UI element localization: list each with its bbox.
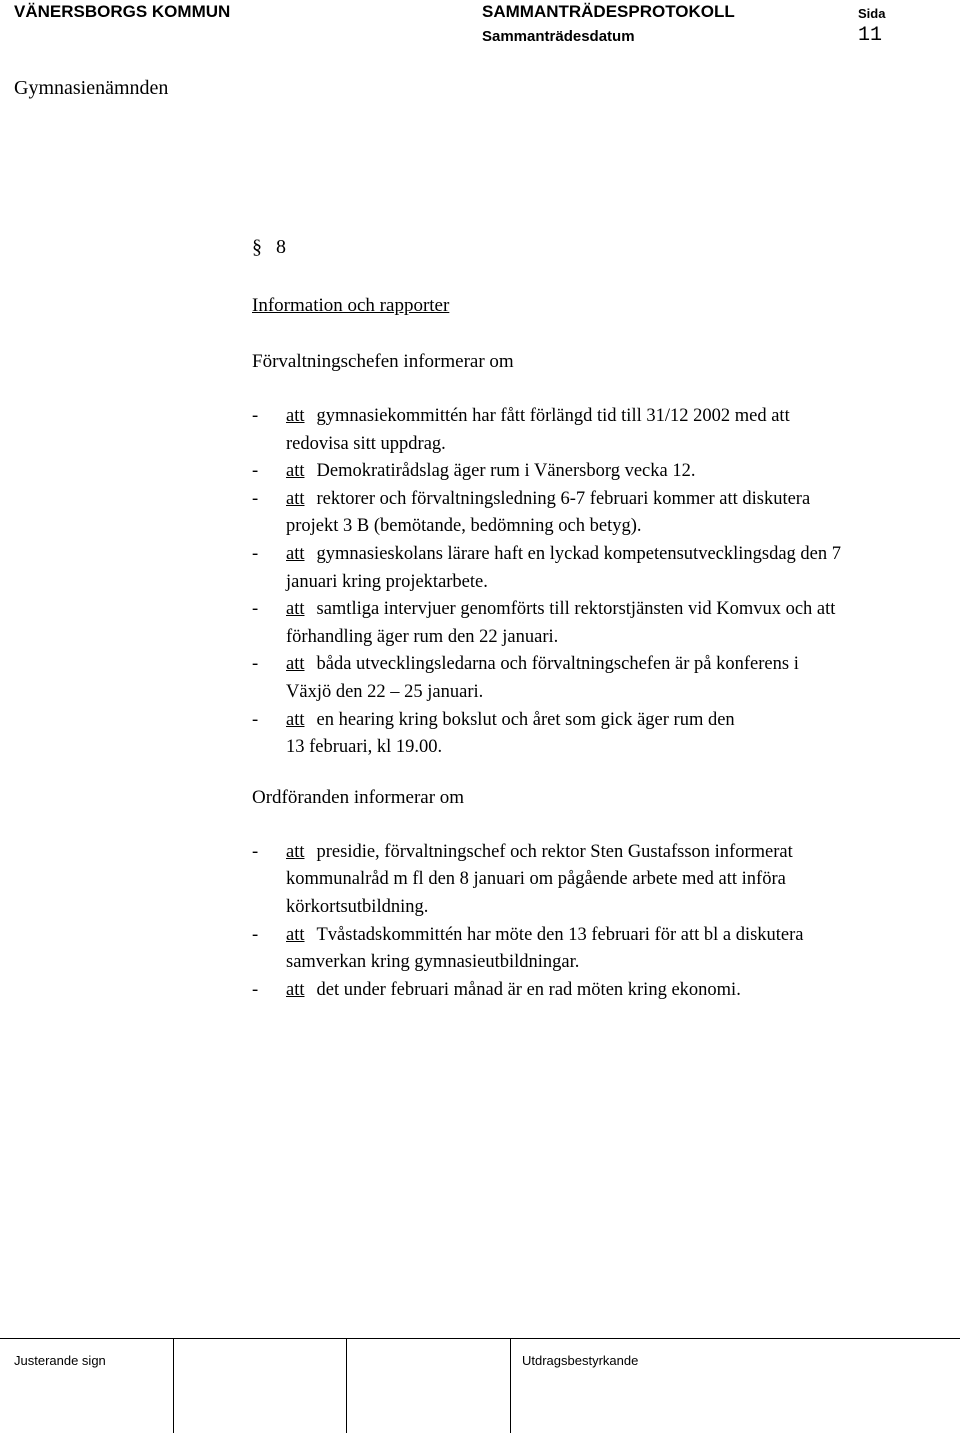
list-item-line-text: körkortsutbildning.: [286, 896, 429, 917]
list-item-line: [286, 569, 952, 597]
section-number-value: 8: [276, 236, 286, 258]
list-item-line: [286, 977, 952, 1005]
list-item-line-text: redovisa sitt uppdrag.: [286, 433, 446, 454]
list-item-text: [286, 596, 952, 651]
list-dash: -: [252, 406, 259, 426]
att-keyword: att: [286, 709, 305, 730]
list-item: [252, 651, 952, 706]
list-item-line: [286, 707, 952, 735]
list-item-line: [286, 651, 952, 679]
att-keyword: att: [286, 543, 305, 564]
att-keyword: att: [286, 461, 305, 482]
att-keyword: att: [286, 599, 305, 620]
meeting-date-label: Sammanträdesdatum: [482, 28, 635, 45]
list-item-text: [286, 707, 952, 762]
list-item-line-text: kommunalråd m fl den 8 januari om pågående arbete med att införa: [286, 869, 786, 890]
list-item: [252, 486, 952, 541]
list-item-line: [286, 431, 952, 459]
page-label: Sida: [858, 6, 886, 21]
list-item: [252, 458, 952, 486]
document-type: SAMMANTRÄDESPROTOKOLL: [482, 2, 735, 21]
page-number: 11: [858, 24, 883, 47]
footer-justerande-sign: Justerande sign: [14, 1353, 106, 1368]
list-item-line-text: 13 februari, kl 19.00.: [286, 737, 443, 758]
footer-utdragsbestyrkande: Utdragsbestyrkande: [522, 1353, 639, 1368]
list-item-line-text: det under februari månad är en rad möten kring ekonomi.: [316, 979, 741, 1000]
list-item-line: [286, 458, 952, 486]
list-item-line-text: Tvåstadskommittén har möte den 13 februari för att bl a diskutera: [316, 924, 804, 945]
list-item-text: [286, 922, 952, 977]
footer-divider: [0, 1338, 960, 1339]
list-dash: -: [252, 543, 259, 564]
footer-column-divider: [510, 1338, 511, 1433]
list-item: [252, 977, 952, 1005]
list-item-line-text: en hearing kring bokslut och året som gick äger rum den: [316, 709, 735, 730]
list-dash: -: [252, 979, 259, 1000]
list-item-line: [286, 403, 952, 431]
list-item-line: [286, 679, 952, 707]
list-item-line: [286, 486, 952, 514]
list-item: [252, 541, 952, 596]
list-item-text: [286, 651, 952, 706]
list-item-line: [286, 894, 952, 922]
list-dash: -: [252, 654, 259, 675]
list-item-line: [286, 734, 952, 762]
paragraph-symbol: §: [252, 236, 262, 258]
list-item-line: [286, 624, 952, 652]
list-item-line: [286, 513, 952, 541]
att-keyword: att: [286, 924, 305, 945]
att-keyword: att: [286, 841, 305, 862]
footer-column-divider: [346, 1338, 347, 1433]
list-item-line-text: projekt 3 B (bemötande, bedömning och betyg).: [286, 516, 642, 537]
list-dash: -: [252, 841, 259, 862]
chair-info-list: [252, 839, 952, 1005]
list-item-text: [286, 839, 952, 922]
list-item-line: [286, 541, 952, 569]
list-item-text: [286, 541, 952, 596]
subheading-chair: Ordföranden informerar om: [252, 786, 465, 808]
list-item-line-text: rektorer och förvaltningsledning 6-7 februari kommer att diskutera: [316, 488, 811, 509]
list-dash: -: [252, 488, 259, 509]
list-item-line-text: förhandling äger rum den 22 januari.: [286, 626, 559, 647]
list-dash: -: [252, 709, 259, 730]
board-name: Gymnasienämnden: [14, 77, 169, 99]
list-dash: -: [252, 461, 259, 482]
list-item-line-text: januari kring projektarbete.: [286, 571, 488, 592]
list-item-line-text: båda utvecklingsledarna och förvaltningschefen är på konferens i: [316, 654, 799, 675]
subheading-administration: Förvaltningschefen informerar om: [252, 351, 514, 372]
list-item-line-text: gymnasieskolans lärare haft en lyckad kompetensutvecklingsdag den 7: [316, 543, 842, 564]
list-item: [252, 922, 952, 977]
list-item-line: [286, 866, 952, 894]
footer-column-divider: [173, 1338, 174, 1433]
list-item-line-text: samverkan kring gymnasieutbildningar.: [286, 952, 580, 973]
att-keyword: att: [286, 654, 305, 675]
list-item-line-text: gymnasiekommittén har fått förlängd tid till 31/12 2002 med att: [316, 406, 790, 426]
section-title: Information och rapporter: [252, 295, 450, 316]
att-keyword: att: [286, 406, 305, 426]
section-number: [252, 236, 952, 264]
list-dash: -: [252, 599, 259, 620]
list-item-line: [286, 922, 952, 950]
list-item: [252, 839, 952, 922]
list-item: [252, 596, 952, 651]
list-dash: -: [252, 924, 259, 945]
list-item-line-text: samtliga intervjuer genomförts till rektorstjänsten vid Komvux och att: [316, 599, 836, 620]
att-keyword: att: [286, 488, 305, 509]
section-content: [252, 236, 952, 1004]
att-keyword: att: [286, 979, 305, 1000]
list-item-line-text: Demokratirådslag äger rum i Vänersborg vecka 12.: [316, 461, 696, 482]
list-item-text: [286, 486, 952, 541]
list-item-text: [286, 458, 952, 486]
list-item-line: [286, 839, 952, 867]
municipality-name: VÄNERSBORGS KOMMUN: [14, 2, 231, 21]
list-item: [252, 707, 952, 762]
list-item-text: [286, 977, 952, 1005]
list-item-line: [286, 596, 952, 624]
list-item-text: [286, 403, 952, 458]
list-item-line-text: presidie, förvaltningschef och rektor Sten Gustafsson informerat: [316, 841, 793, 862]
administration-info-list: [252, 403, 952, 762]
list-item-line: [286, 949, 952, 977]
list-item-line-text: Växjö den 22 – 25 januari.: [286, 681, 484, 702]
list-item: [252, 403, 952, 458]
